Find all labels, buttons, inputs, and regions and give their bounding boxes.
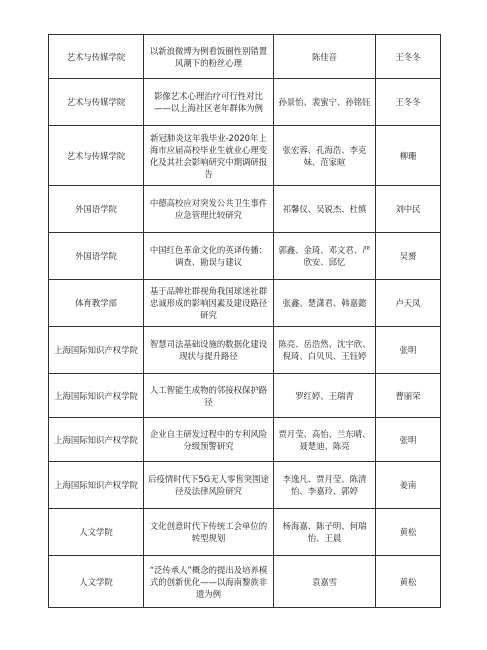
table-row [49, 374, 441, 418]
advisor-cell: 张明 [376, 327, 441, 374]
advisor-cell: 卢天凤 [376, 280, 441, 327]
table-row [49, 280, 441, 327]
college-cell: 艺术与传媒学院 [49, 126, 144, 186]
college-cell: 上海国际知识产权学院 [49, 374, 144, 418]
advisor-cell: 柳珊 [376, 126, 441, 186]
advisor-cell: 曹丽荣 [376, 374, 441, 418]
members-cell: 罗红婷、王瑞青 [274, 374, 376, 418]
table-row [49, 462, 441, 509]
members-cell: 李逸凡、贾月莹、陈清怡、李嘉玲、郭婷 [274, 462, 376, 509]
project-title-cell: 企业自主研发过程中的专利风险分级预警研究 [144, 418, 274, 462]
members-cell: 张鑫、楚潇君、韩嘉懿 [274, 280, 376, 327]
college-cell: 艺术与传媒学院 [49, 35, 144, 79]
members-cell: 郭鑫、金琦、邓文君、严欣安、邱忆 [274, 233, 376, 280]
advisor-cell: 黄松 [376, 509, 441, 556]
project-title-cell: “泛传承人”概念的提出及培养模式的创新优化——以海南黎族非遗为例 [144, 556, 274, 608]
members-cell: 贾月莹、高怡、兰东晴、聂楚迪、陈亮 [274, 418, 376, 462]
project-table [48, 34, 441, 608]
table-row [49, 79, 441, 126]
college-cell: 体育教学部 [49, 280, 144, 327]
table-row [49, 35, 441, 79]
project-title-cell: 后疫情时代下5G无人零售突围途径及法律风险研究 [144, 462, 274, 509]
project-title-cell: 新冠肺炎这年我毕业-2020年上海市应届高校毕业生就业心理变化及其社会影响研究中期调研报告 [144, 126, 274, 186]
members-cell: 袁嘉雪 [274, 556, 376, 608]
project-title-cell: 中国红色革命文化的英译传播：调查、勘误与建议 [144, 233, 274, 280]
table-row [49, 327, 441, 374]
college-cell: 上海国际知识产权学院 [49, 327, 144, 374]
advisor-cell: 王冬冬 [376, 35, 441, 79]
college-cell: 外国语学院 [49, 233, 144, 280]
project-title-cell: 影像艺术心理治疗可行性对比——以上海社区老年群体为例 [144, 79, 274, 126]
college-cell: 人文学院 [49, 509, 144, 556]
table-row [49, 556, 441, 608]
project-title-cell: 人工智能生成物的邻接权保护路径 [144, 374, 274, 418]
table-row [49, 233, 441, 280]
table-row [49, 186, 441, 233]
college-cell: 外国语学院 [49, 186, 144, 233]
college-cell: 上海国际知识产权学院 [49, 418, 144, 462]
members-cell: 陈佳音 [274, 35, 376, 79]
college-cell: 人文学院 [49, 556, 144, 608]
advisor-cell: 王冬冬 [376, 79, 441, 126]
project-title-cell: 以新浪微博为例看饭圈性别错置风潮下的粉丝心理 [144, 35, 274, 79]
advisor-cell: 吴赟 [376, 233, 441, 280]
project-title-cell: 中德高校应对突发公共卫生事件应急管理比较研究 [144, 186, 274, 233]
members-cell: 杨海嘉、陈子明、何瑞怡、王晨 [274, 509, 376, 556]
project-title-cell: 文化创意时代下传统工会单位的转型规划 [144, 509, 274, 556]
advisor-cell: 姜南 [376, 462, 441, 509]
members-cell: 祁馨仪、吴锐杰、杜慎 [274, 186, 376, 233]
advisor-cell: 张明 [376, 418, 441, 462]
members-cell: 孙景怡、裴蜜宁、孙铭钰 [274, 79, 376, 126]
table-row [49, 126, 441, 186]
advisor-cell: 黄松 [376, 556, 441, 608]
college-cell: 艺术与传媒学院 [49, 79, 144, 126]
members-cell: 张宏蓉、孔海浩、李克妹、范家暄 [274, 126, 376, 186]
advisor-cell: 刘中民 [376, 186, 441, 233]
project-title-cell: 基于品牌社群视角我国球迷社群忠诚形成的影响因素及建设路径研究 [144, 280, 274, 327]
members-cell: 陈亮、岳浩然、沈宇欣、倪琦、白贝贝、王钰婷 [274, 327, 376, 374]
table-row [49, 509, 441, 556]
table-row [49, 418, 441, 462]
project-title-cell: 智慧司法基础设施的数据化建设现状与提升路径 [144, 327, 274, 374]
college-cell: 上海国际知识产权学院 [49, 462, 144, 509]
